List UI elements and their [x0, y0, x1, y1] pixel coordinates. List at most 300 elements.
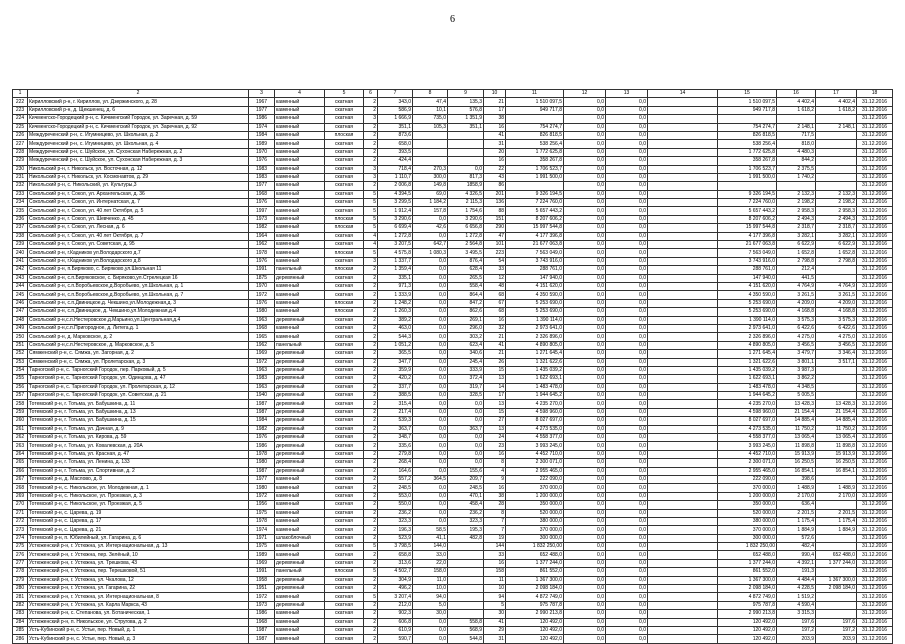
table-cell: 15 913,9 — [777, 450, 816, 458]
table-cell: скатная — [325, 467, 364, 475]
table-cell: 283 — [13, 610, 28, 618]
table-cell: Устюженский р-н, г. Устюжна, ул. Трешкова, 43 — [28, 559, 249, 567]
table-cell: каменный — [275, 551, 325, 559]
table-cell: 3 743 916,0 — [506, 257, 564, 265]
table-cell: 252 — [13, 350, 28, 358]
table-cell: 0,0 — [564, 601, 606, 609]
table-row — [13, 392, 893, 400]
table-cell — [648, 274, 718, 282]
table-cell: 1975 — [249, 543, 275, 551]
table-cell: 1 377 244,0 — [718, 559, 777, 567]
table-cell: 0,0 — [564, 350, 606, 358]
table-cell: деревянный — [275, 576, 325, 584]
table-cell: 20 — [484, 148, 506, 156]
table-cell: 8 — [484, 459, 506, 467]
table-cell: 0,0 — [413, 333, 448, 341]
table-cell: 4 350 590,0 — [718, 291, 777, 299]
table-cell: 0,0 — [413, 450, 448, 458]
table-cell: 30,0 — [413, 610, 448, 618]
table-cell: 27 — [484, 417, 506, 425]
table-cell: 31.12.2016 — [857, 492, 893, 500]
table-cell: 4 — [484, 467, 506, 475]
table-cell: 120 492,0 — [506, 627, 564, 635]
table-cell: 31.12.2016 — [857, 123, 893, 131]
table-cell: 9 326 194,5 — [506, 190, 564, 198]
table-cell: 1976 — [249, 257, 275, 265]
table-cell: 120 492,0 — [506, 635, 564, 643]
table-cell: 31.12.2016 — [857, 475, 893, 483]
table-cell: 1975 — [249, 509, 275, 517]
table-cell — [506, 115, 564, 123]
table-cell: скатная — [325, 459, 364, 467]
table-cell: 0,0 — [564, 375, 606, 383]
table-cell: 586,9 — [378, 106, 413, 114]
table-cell: 1940 — [249, 392, 275, 400]
table-cell: 4 209,0 — [816, 299, 857, 307]
table-cell: 2 148,1 — [816, 123, 857, 131]
table-cell: 7 563 049,0 — [506, 249, 564, 257]
table-cell: 2 — [364, 475, 378, 483]
table-row — [13, 627, 893, 635]
table-cell: деревянный — [275, 316, 325, 324]
table-cell: 4 402,4 — [816, 98, 857, 106]
table-cell: каменный — [275, 249, 325, 257]
table-cell: 0,0 — [564, 392, 606, 400]
table-cell: деревянный — [275, 358, 325, 366]
table-cell — [448, 585, 484, 593]
table-cell: скатная — [325, 190, 364, 198]
table-cell: 2 — [364, 316, 378, 324]
table-cell: 31.12.2016 — [857, 450, 893, 458]
table-cell: 0,0 — [606, 207, 648, 215]
column-number-row — [13, 90, 893, 98]
table-cell: 203,9 — [816, 635, 857, 643]
table-cell: 94,0 — [413, 593, 448, 601]
column-number-cell: 8 — [413, 90, 448, 98]
table-cell: 0,0 — [564, 182, 606, 190]
table-cell: 0,0 — [606, 182, 648, 190]
table-cell — [648, 308, 718, 316]
table-cell: 4 209,0 — [777, 299, 816, 307]
table-cell: 0,0 — [564, 266, 606, 274]
table-cell: 0,0 — [606, 232, 648, 240]
table-cell: скатная — [325, 635, 364, 643]
table-cell: 1 618,2 — [777, 106, 816, 114]
table-cell — [816, 182, 857, 190]
table-cell: 340,6 — [448, 350, 484, 358]
table-cell: 0,0 — [564, 282, 606, 290]
table-cell: 2 — [364, 106, 378, 114]
table-cell: 544,3 — [378, 333, 413, 341]
table-cell: 826 818,5 — [506, 131, 564, 139]
table-cell: деревянный — [275, 434, 325, 442]
table-cell: 11 898,8 — [816, 442, 857, 450]
table-cell: 2 — [364, 635, 378, 643]
table-cell: 393,5 — [378, 148, 413, 156]
table-cell: 164,6 — [378, 467, 413, 475]
table-cell: 0,0 — [606, 526, 648, 534]
table-cell: 1967 — [249, 98, 275, 106]
table-cell: 5 — [364, 543, 378, 551]
table-cell: 458,4 — [448, 501, 484, 509]
table-cell: 228 — [13, 148, 28, 156]
table-cell: 248,5 — [448, 484, 484, 492]
table-row — [13, 215, 893, 223]
table-cell: 5 — [364, 215, 378, 223]
table-cell: 0,0 — [606, 257, 648, 265]
table-cell: каменный — [275, 291, 325, 299]
table-cell: 1 754,6 — [448, 207, 484, 215]
table-cell — [448, 576, 484, 584]
table-cell: 0,0 — [413, 442, 448, 450]
table-cell: 14 885,4 — [816, 417, 857, 425]
table-cell: 1 510 097,5 — [718, 98, 777, 106]
table-cell: 1972 — [249, 593, 275, 601]
table-cell: 1 772 625,8 — [718, 148, 777, 156]
table-cell: 31.12.2016 — [857, 131, 893, 139]
table-cell: 33 — [484, 551, 506, 559]
table-cell: 0,0 — [564, 140, 606, 148]
table-cell: Тотемский р-н, с. Никольское, ул. Проезжая, д. 3 — [28, 492, 249, 500]
table-cell: 0,0 — [564, 274, 606, 282]
table-cell: скатная — [325, 366, 364, 374]
table-cell: деревянный — [275, 442, 325, 450]
table-cell: плоская — [325, 568, 364, 576]
table-cell: 2 — [364, 358, 378, 366]
table-cell: 235 — [13, 207, 28, 215]
table-row — [13, 350, 893, 358]
table-cell: 335,1 — [378, 274, 413, 282]
table-cell: 847,2 — [448, 299, 484, 307]
table-cell: 15 997 544,8 — [506, 224, 564, 232]
table-cell: 41 — [484, 618, 506, 626]
table-cell: 2 973 641,0 — [506, 324, 564, 332]
table-cell: 0,0 — [413, 501, 448, 509]
table-cell: 4 350 590,0 — [506, 291, 564, 299]
table-cell: 68 — [484, 308, 506, 316]
table-cell: 0,0 — [606, 274, 648, 282]
table-cell: 818,0 — [777, 140, 816, 148]
table-cell: 1 652,8 — [816, 249, 857, 257]
table-cell: 251 — [13, 341, 28, 349]
table-cell: 0,0 — [606, 131, 648, 139]
table-cell: каменный — [275, 593, 325, 601]
table-cell: 4 484,4 — [777, 576, 816, 584]
table-cell: 0,0 — [448, 165, 484, 173]
table-cell: 0,0 — [564, 257, 606, 265]
table-cell: 21 154,4 — [777, 408, 816, 416]
table-cell: 31.12.2016 — [857, 434, 893, 442]
table-cell: 31.12.2016 — [857, 551, 893, 559]
table-cell: 212,4 — [777, 266, 816, 274]
table-cell: 28 — [484, 501, 506, 509]
table-cell: 0,0 — [448, 450, 484, 458]
table-cell — [648, 593, 718, 601]
table-cell: 568,9 — [448, 627, 484, 635]
table-cell: 16 — [484, 123, 506, 131]
table-cell: Никольский р-н, с. Никольский, ул. Культуры,3 — [28, 182, 249, 190]
table-cell: 33 — [484, 266, 506, 274]
table-row — [13, 593, 893, 601]
table-cell: 1 260,3 — [378, 308, 413, 316]
table-cell: 31.12.2016 — [857, 526, 893, 534]
table-cell: 4 273 535,0 — [718, 425, 777, 433]
table-cell: 1 321 622,6 — [506, 358, 564, 366]
table-cell: 0,0 — [564, 568, 606, 576]
table-cell: 31.12.2016 — [857, 358, 893, 366]
table-cell: каменный — [275, 543, 325, 551]
column-number-cell: 1 — [13, 90, 28, 98]
table-cell: 1 884,9 — [816, 526, 857, 534]
table-cell: 538 256,4 — [506, 140, 564, 148]
table-cell: скатная — [325, 576, 364, 584]
table-cell: 254 — [13, 366, 28, 374]
table-cell: 31.12.2016 — [857, 341, 893, 349]
table-cell: 652 488,0 — [718, 551, 777, 559]
table-cell: 1978 — [249, 450, 275, 458]
table-cell: 259 — [13, 408, 28, 416]
table-row — [13, 324, 893, 332]
table-cell: 30 — [484, 610, 506, 618]
table-cell: 735,0 — [413, 115, 448, 123]
table-cell: 642,7 — [413, 241, 448, 249]
table-cell: 1973 — [249, 215, 275, 223]
table-cell: деревянный — [275, 375, 325, 383]
table-row — [13, 165, 893, 173]
table-cell — [816, 375, 857, 383]
table-cell: 0,0 — [564, 475, 606, 483]
table-cell: 2 955 465,0 — [506, 467, 564, 475]
table-cell: 31.12.2016 — [857, 534, 893, 542]
table-cell — [648, 400, 718, 408]
table-cell: 8 — [484, 509, 506, 517]
table-cell: 33,0 — [413, 551, 448, 559]
table-cell: Сокольский р-н, г. Сокол, ул. Шевченко, д. 45 — [28, 215, 249, 223]
table-cell: 0,0 — [564, 157, 606, 165]
table-cell: 2 — [364, 627, 378, 635]
table-cell: 1858,9 — [448, 182, 484, 190]
table-cell: 0,0 — [606, 543, 648, 551]
table-cell: 265,5 — [448, 274, 484, 282]
table-cell: 4 452 710,0 — [506, 450, 564, 458]
table-cell: 2 — [364, 266, 378, 274]
table-cell: 1 991 500,0 — [506, 173, 564, 181]
table-cell: Устюженский р-н, г. Устюжна, ул. Интернациональная, 8 — [28, 593, 249, 601]
table-cell: скатная — [325, 358, 364, 366]
table-cell: 285 — [13, 627, 28, 635]
table-cell: 1976 — [249, 434, 275, 442]
table-cell: 31.12.2016 — [857, 517, 893, 525]
table-cell: 347,7 — [378, 358, 413, 366]
table-cell: 1983 — [249, 173, 275, 181]
table-cell: 398,6 — [777, 475, 816, 483]
table-cell — [648, 123, 718, 131]
table-cell: 975 787,8 — [506, 601, 564, 609]
table-cell: 31.12.2016 — [857, 316, 893, 324]
table-cell: 0,0 — [413, 341, 448, 349]
table-cell: плоская — [325, 299, 364, 307]
table-cell: 2 — [364, 576, 378, 584]
column-number-cell: 4 — [275, 90, 325, 98]
table-cell — [816, 140, 857, 148]
table-cell: 32 — [484, 324, 506, 332]
table-cell: Устюженский р-н, г. Устюжна, ул. Чкалова, 12 — [28, 576, 249, 584]
table-cell: 290 — [484, 224, 506, 232]
table-cell: 244 — [13, 282, 28, 290]
table-cell: скатная — [325, 417, 364, 425]
table-cell: каменный — [275, 509, 325, 517]
table-cell: 1974 — [249, 526, 275, 534]
table-cell — [448, 593, 484, 601]
table-cell: 463,0 — [378, 324, 413, 332]
table-cell: 2 798,8 — [816, 257, 857, 265]
table-cell: 5 005,5 — [777, 392, 816, 400]
table-cell: 2 201,5 — [777, 509, 816, 517]
table-cell: 876,4 — [448, 257, 484, 265]
table-cell: 6 622,9 — [777, 241, 816, 249]
table-cell: каменный — [275, 199, 325, 207]
table-cell — [816, 534, 857, 542]
table-cell: 15 — [484, 408, 506, 416]
table-cell: 0,0 — [606, 148, 648, 156]
table-cell: 135,3 — [448, 98, 484, 106]
table-cell: 0,0 — [564, 543, 606, 551]
table-cell: скатная — [325, 627, 364, 635]
table-cell: 255 — [13, 375, 28, 383]
table-cell: скатная — [325, 610, 364, 618]
table-cell: 2 115,3 — [448, 199, 484, 207]
table-cell: 0,0 — [564, 366, 606, 374]
table-row — [13, 585, 893, 593]
table-cell — [648, 215, 718, 223]
table-cell: 658,8 — [378, 551, 413, 559]
table-cell: 31.12.2016 — [857, 333, 893, 341]
table-cell: 1991 — [249, 266, 275, 274]
table-cell: Сокольский р-н,с.п.Нестеровское, д. Марковское, д. 5 — [28, 341, 249, 349]
table-cell — [648, 534, 718, 542]
table-cell: 41 — [484, 341, 506, 349]
table-cell — [648, 115, 718, 123]
table-row — [13, 274, 893, 282]
table-cell: деревянный — [275, 408, 325, 416]
table-cell: 1970 — [249, 282, 275, 290]
table-cell: скатная — [325, 199, 364, 207]
table-cell: 0,0 — [606, 115, 648, 123]
table-cell: 31.12.2016 — [857, 484, 893, 492]
table-cell: 4 452 710,0 — [718, 450, 777, 458]
table-cell: 3 517,1 — [816, 358, 857, 366]
table-cell: 441,5 — [777, 274, 816, 282]
table-cell: каменный — [275, 610, 325, 618]
table-cell: 21 — [484, 350, 506, 358]
table-cell: 2 — [364, 148, 378, 156]
table-cell: 0,0 — [606, 299, 648, 307]
table-cell — [648, 551, 718, 559]
table-cell: 1962 — [249, 341, 275, 349]
table-cell — [648, 257, 718, 265]
table-cell: 8 027 697,0 — [506, 417, 564, 425]
table-cell: 0,0 — [564, 215, 606, 223]
table-cell — [816, 593, 857, 601]
table-cell: 0,0 — [606, 610, 648, 618]
table-cell: 226 — [13, 131, 28, 139]
table-cell: 0,0 — [606, 467, 648, 475]
table-cell — [777, 182, 816, 190]
table-cell: 4 558 377,0 — [718, 434, 777, 442]
table-cell: 21 154,4 — [816, 408, 857, 416]
table-cell: 2 958,3 — [816, 207, 857, 215]
table-cell: 248,5 — [378, 484, 413, 492]
table-cell: 975 787,8 — [718, 601, 777, 609]
table-cell: 0,0 — [413, 509, 448, 517]
table-cell: 558,4 — [448, 282, 484, 290]
table-cell: скатная — [325, 526, 364, 534]
table-cell: 2 326 896,0 — [506, 333, 564, 341]
table-cell: 0,0 — [606, 417, 648, 425]
table-cell: 1 272,8 — [378, 232, 413, 240]
table-cell: каменный — [275, 475, 325, 483]
table-cell: каменный — [275, 215, 325, 223]
table-cell: 0,0 — [606, 484, 648, 492]
table-cell: Сокольский р-н, п.Биряково, с. Биряково,ул.Школьная 11 — [28, 266, 249, 274]
table-cell: 652 488,0 — [816, 551, 857, 559]
table-cell: 319,7 — [448, 383, 484, 391]
table-cell: 5 657 443,2 — [506, 207, 564, 215]
table-cell: 4 168,8 — [816, 308, 857, 316]
table-cell — [816, 274, 857, 282]
table-cell: 16 — [484, 157, 506, 165]
table-cell: 31.12.2016 — [857, 350, 893, 358]
table-cell: 300 000,0 — [506, 534, 564, 542]
table-cell: скатная — [325, 400, 364, 408]
table-cell: скатная — [325, 341, 364, 349]
table-cell: 0,0 — [606, 442, 648, 450]
table-row — [13, 475, 893, 483]
table-cell: 1987 — [249, 400, 275, 408]
table-cell: 31.12.2016 — [857, 366, 893, 374]
table-cell: 31.12.2016 — [857, 157, 893, 165]
table-cell — [648, 324, 718, 332]
table-cell: 2 098 184,0 — [506, 585, 564, 593]
table-cell: 1 271 645,4 — [506, 350, 564, 358]
table-cell: 1 200 000,0 — [718, 492, 777, 500]
table-cell: 0,0 — [564, 576, 606, 584]
table-cell: 1972 — [249, 358, 275, 366]
table-cell: 67 — [484, 299, 506, 307]
table-cell: 0,0 — [413, 232, 448, 240]
table-row — [13, 601, 893, 609]
table-cell: 0,0 — [413, 467, 448, 475]
table-cell: 31.12.2016 — [857, 425, 893, 433]
table-cell — [816, 148, 857, 156]
table-cell: 370 000,0 — [718, 526, 777, 534]
table-cell — [648, 249, 718, 257]
table-cell: 5 — [364, 190, 378, 198]
table-cell: Тотемский р-н, с. Никольское, ул. Молодежная, д. 1 — [28, 484, 249, 492]
table-cell: 147 940,0 — [506, 274, 564, 282]
table-cell: 0,0 — [564, 509, 606, 517]
table-cell: Тотемский р-н, г. Тотьма, ул. Бабушкина, д. 15 — [28, 417, 249, 425]
table-cell: 217,4 — [378, 408, 413, 416]
table-row — [13, 366, 893, 374]
table-cell: Сокольский р-н, с.п.Двиницкое,д. Чекшино,ул.Молодежная,д. 3 — [28, 299, 249, 307]
table-cell: 520 000,0 — [718, 509, 777, 517]
table-cell: 4 — [364, 241, 378, 249]
table-cell: 0,0 — [564, 383, 606, 391]
table-row — [13, 249, 893, 257]
table-cell — [648, 568, 718, 576]
table-cell: 0,0 — [564, 324, 606, 332]
